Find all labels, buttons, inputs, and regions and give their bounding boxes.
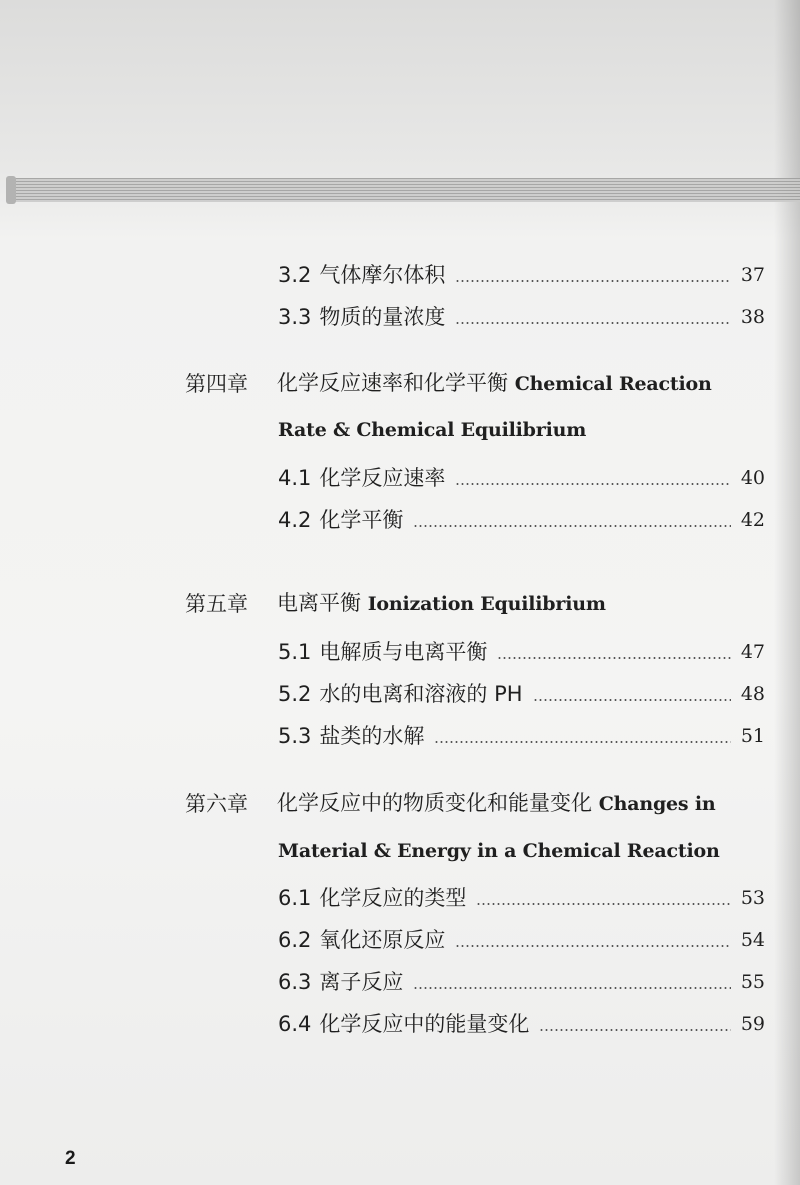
dot-leader <box>539 1029 730 1031</box>
dot-leader <box>455 322 730 324</box>
header-rule <box>8 178 800 202</box>
chapter-label: 第四章 <box>185 372 248 396</box>
dot-leader <box>455 945 730 947</box>
dot-leader <box>413 525 730 527</box>
entry-title: 离子反应 <box>319 970 404 994</box>
entry-number: 3.2 <box>278 263 312 287</box>
entry-title: 气体摩尔体积 <box>319 263 446 287</box>
dot-leader <box>533 699 731 701</box>
chapter-label: 第五章 <box>185 592 248 616</box>
chapter-title-en-cont: Material & Energy in a Chemical Reaction <box>278 840 720 862</box>
chapter-title-en-cont: Rate & Chemical Equilibrium <box>278 419 587 441</box>
chapter-6-heading[interactable] <box>185 784 775 818</box>
entry-page: 53 <box>740 887 765 909</box>
entry-page: 48 <box>740 683 765 705</box>
header-rule-end <box>6 176 16 204</box>
chapter-title-cn: 化学反应中的物质变化和能量变化 <box>277 791 592 815</box>
entry-page: 42 <box>740 509 765 531</box>
chapter-label: 第六章 <box>185 792 248 816</box>
entry-title: 物质的量浓度 <box>319 305 446 329</box>
entry-title: 化学反应的类型 <box>319 886 467 910</box>
entry-page: 59 <box>740 1013 765 1035</box>
toc-entry-3-2[interactable] <box>278 255 765 289</box>
toc-entry-4-1[interactable] <box>278 458 765 492</box>
entry-number: 6.3 <box>278 970 312 994</box>
entry-number: 6.1 <box>278 886 312 910</box>
entry-title: 氧化还原反应 <box>319 928 446 952</box>
chapter-5-heading[interactable] <box>185 584 775 618</box>
chapter-title-cn: 化学反应速率和化学平衡 <box>277 371 508 395</box>
entry-number: 4.1 <box>278 466 312 490</box>
chapter-title <box>277 589 606 618</box>
chapter-title <box>277 789 715 818</box>
entry-number: 6.4 <box>278 1012 312 1036</box>
entry-number: 4.2 <box>278 508 312 532</box>
dot-leader <box>455 483 730 485</box>
entry-page: 37 <box>740 264 765 286</box>
toc-entry-6-1[interactable] <box>278 878 765 912</box>
entry-title: 电解质与电离平衡 <box>319 640 488 664</box>
entry-number: 6.2 <box>278 928 312 952</box>
toc-entry-6-3[interactable] <box>278 962 765 996</box>
dot-leader <box>434 741 730 743</box>
entry-number: 5.1 <box>278 640 312 664</box>
entry-page: 38 <box>740 306 765 328</box>
toc-entry-3-3[interactable] <box>278 297 765 331</box>
dot-leader <box>455 280 730 282</box>
entry-page: 47 <box>740 641 765 663</box>
chapter-title <box>277 369 712 398</box>
chapter-title-en: Chemical Reaction <box>514 373 712 395</box>
dot-leader <box>497 657 730 659</box>
dot-leader <box>476 903 730 905</box>
chapter-title-en: Ionization Equilibrium <box>367 593 606 615</box>
entry-page: 40 <box>740 467 765 489</box>
chapter-6-heading-cont <box>278 831 775 865</box>
toc-entry-6-4[interactable] <box>278 1004 765 1038</box>
page-folio: 2 <box>65 1148 76 1169</box>
entry-title: 化学平衡 <box>319 508 404 532</box>
entry-page: 54 <box>740 929 765 951</box>
entry-title: 水的电离和溶液的 PH <box>319 682 523 706</box>
entry-number: 5.2 <box>278 682 312 706</box>
toc-entry-6-2[interactable] <box>278 920 765 954</box>
chapter-title-en: Changes in <box>598 793 716 815</box>
toc-entry-5-1[interactable] <box>278 632 765 666</box>
entry-number: 3.3 <box>278 305 312 329</box>
toc-entry-4-2[interactable] <box>278 500 765 534</box>
entry-number: 5.3 <box>278 724 312 748</box>
entry-page: 55 <box>740 971 765 993</box>
chapter-4-heading[interactable] <box>185 364 775 398</box>
dot-leader <box>413 987 730 989</box>
chapter-4-heading-cont <box>278 410 775 444</box>
entry-title: 化学反应速率 <box>319 466 446 490</box>
entry-title: 盐类的水解 <box>319 724 425 748</box>
chapter-title-cn: 电离平衡 <box>277 591 361 615</box>
entry-page: 51 <box>740 725 765 747</box>
entry-title: 化学反应中的能量变化 <box>319 1012 530 1036</box>
toc-entry-5-3[interactable] <box>278 716 765 750</box>
toc-entry-5-2[interactable] <box>278 674 765 708</box>
